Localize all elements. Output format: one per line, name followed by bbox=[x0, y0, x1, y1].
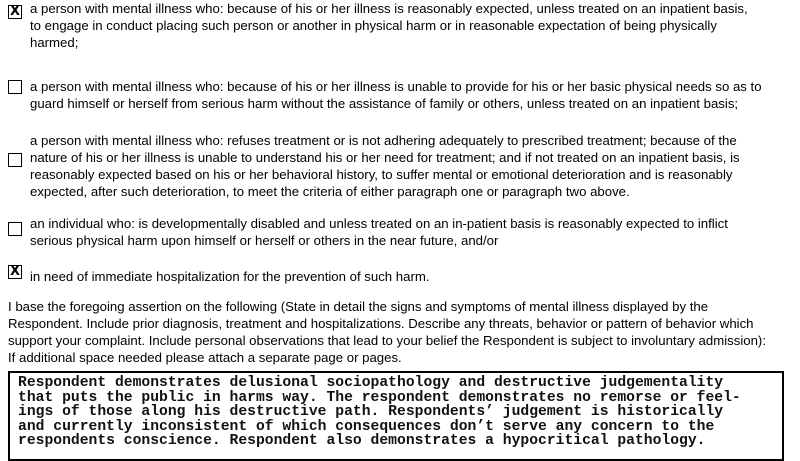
criterion-2-text bbox=[30, 78, 794, 112]
criterion-5-checkbox[interactable]: X bbox=[9, 264, 21, 279]
text-line: a person with mental illness who: because of his or her illness is reasonably expected, unless treated on an inpatient basis, bbox=[30, 1, 748, 16]
criterion-item-3 bbox=[8, 132, 794, 200]
narrative-line: respondents conscience. Respondent also demonstrates a hypocritical pathology. bbox=[18, 433, 706, 449]
criterion-item-1 bbox=[8, 0, 794, 51]
criterion-2-checkbox[interactable] bbox=[8, 80, 22, 94]
text-line: a person with mental illness who: because of his or her illness is unable to provide for his or her basic physical needs so as to bbox=[30, 79, 762, 94]
text-line: in need of immediate hospitalization for the prevention of such harm. bbox=[30, 269, 430, 284]
text-line: nature of his or her illness is unable to understand his or her need for treatment; and if not treated on an inpatient basis, is bbox=[30, 150, 740, 165]
assertion-instructions bbox=[8, 298, 794, 366]
criterion-3-checkbox[interactable] bbox=[8, 153, 22, 167]
criterion-4-text bbox=[30, 215, 794, 249]
criterion-3-text bbox=[30, 132, 794, 200]
criterion-item-5 bbox=[8, 264, 794, 285]
criterion-4-checkbox[interactable] bbox=[8, 222, 22, 236]
text-line: expected, after such deterioration, to meet the criteria of either paragraph one or paragraph two above. bbox=[30, 184, 630, 199]
text-line: to engage in conduct placing such person or another in physical harm or in reasonable expectation of being physically bbox=[30, 18, 717, 33]
text-line: an individual who: is developmentally disabled and unless treated on an in-patient basis is reasonably expected to inflict bbox=[30, 216, 728, 231]
narrative-line: that puts the public in harms way. The respondent demonstrates no remorse or feel- bbox=[18, 389, 741, 406]
criterion-5-text bbox=[30, 268, 794, 285]
narrative-line: ings of those along his destructive path. Respondents’ judgement is historically bbox=[18, 404, 724, 420]
narrative-text-box[interactable] bbox=[8, 371, 784, 461]
narrative-line: Respondent demonstrates delusional sociopathology and destructive judgementality bbox=[18, 375, 724, 391]
text-line: harmed; bbox=[30, 35, 79, 50]
text-line: serious physical harm upon himself or herself or others in the near future, and/or bbox=[30, 233, 499, 248]
text-line: I base the foregoing assertion on the following (State in detail the signs and symptoms of mental illness displayed by the bbox=[8, 299, 709, 314]
narrative-line: and currently inconsistent of which consequences don’t serve any concern to the bbox=[18, 418, 715, 435]
criterion-1-text bbox=[30, 0, 794, 51]
text-line: Respondent. Include prior diagnosis, treatment and hospitalizations. Describe any threats, behavior or pattern of behavior which bbox=[8, 316, 754, 331]
criterion-item-2 bbox=[8, 78, 794, 112]
text-line: guard himself or herself from serious harm without the assistance of family or others, unless treated on an inpatient basis; bbox=[30, 96, 739, 111]
text-line: If additional space needed please attach a separate page or pages. bbox=[8, 350, 402, 365]
criterion-1-checkbox[interactable]: X bbox=[9, 4, 21, 19]
text-line: reasonably expected based on his or her behavioral history, to suffer mental or emotional deterioration and is reasonably bbox=[30, 167, 733, 182]
criterion-item-4 bbox=[8, 215, 794, 249]
text-line: support your complaint. Include personal observations that lead to your belief the Respondent is subject to involuntary admission): bbox=[8, 333, 766, 348]
text-line: a person with mental illness who: refuses treatment or is not adhering adequately to prescribed treatment; because of the bbox=[30, 133, 737, 148]
